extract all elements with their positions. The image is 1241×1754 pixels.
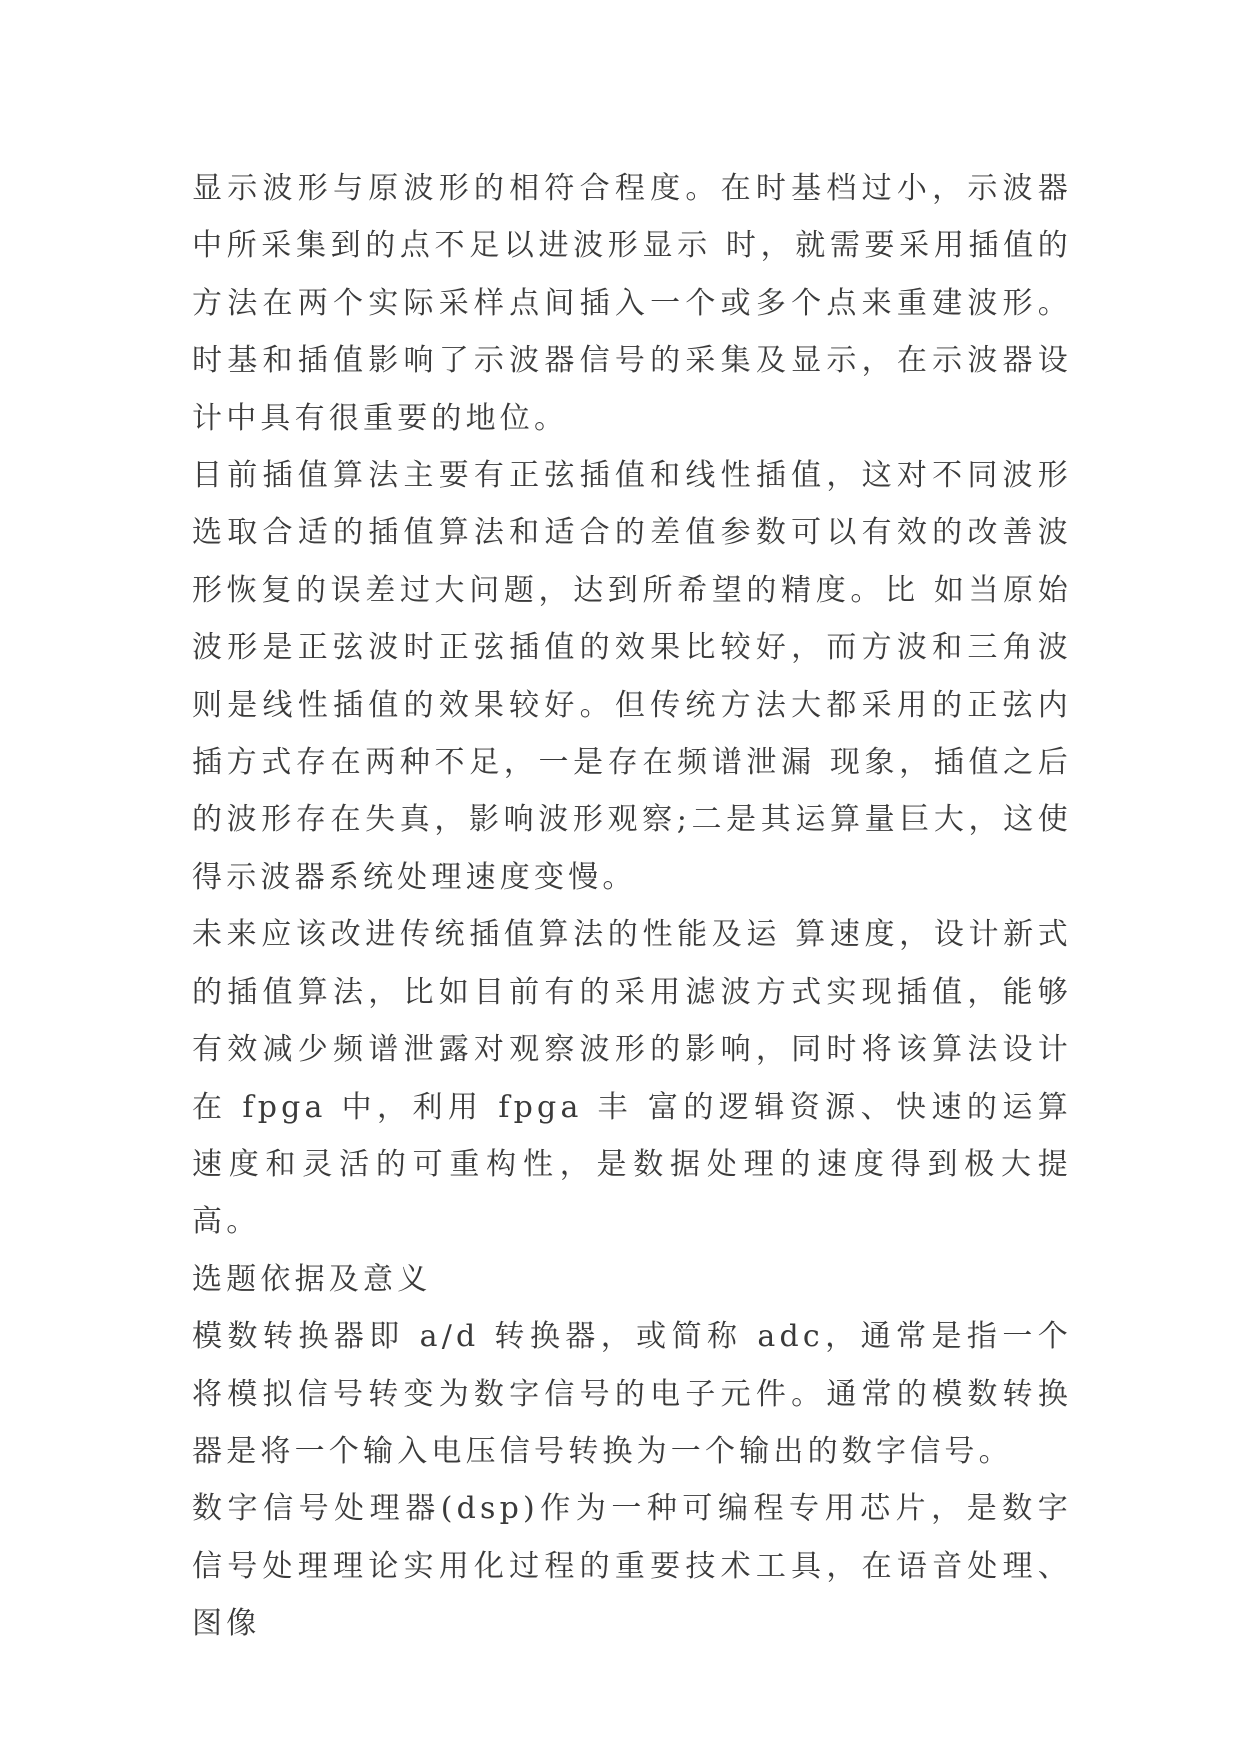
paragraph-future-improvement: 未来应该改进传统插值算法的性能及运 算速度，设计新式的插值算法，比如目前有的采用滤波方式实现插值，能够有效减少频谱泄露对观察波形的影响，同时将该算法设计在 fpga 中，利用 fpga 丰 富的逻辑资源、快速的运算速度和灵活的可重构性，是数据处理的速度得到极大提高。 (192, 917, 1072, 1240)
section-heading: 选题依据及意义 (192, 1261, 432, 1297)
paragraph-waveform-fidelity: 显示波形与原波形的相符合程度。在时基档过小，示波器中所采集到的点不足以进波形显示 时，就需要采用插值的方法在两个实际采样点间插入一个或多个点来重建波形。时基和插值影响了示波器信号的采集及显示，在示波器设计中具有很重要的地位。 (192, 171, 1072, 436)
paragraph-dsp: 数字信号处理器(dsp)作为一种可编程专用芯片，是数字信号处理理论实用化过程的重要技术工具，在语音处理、图像 (192, 1491, 1072, 1642)
paragraph-adc: 模数转换器即 a/d 转换器，或简称 adc，通常是指一个将模拟信号转变为数字信号的电子元件。通常的模数转换器是将一个输入电压信号转换为一个输出的数字信号。 (192, 1319, 1072, 1469)
paragraph-interpolation-algorithms: 目前插值算法主要有正弦插值和线性插值，这对不同波形选取合适的插值算法和适合的差值参数可以有效的改善波形恢复的误差过大问题，达到所希望的精度。比 如当原始波形是正弦波时正弦插值的效果比较好，而方波和三角波则是线性插值的效果较好。但传统方法大都采用的正弦内插方式存在两种不足，一是存在频谱泄漏 现象，插值之后的波形存在失真，影响波形观察;二是其运算量巨大，这使得示波器系统处理速度变慢。 (192, 458, 1072, 895)
body-text (192, 160, 1072, 1653)
